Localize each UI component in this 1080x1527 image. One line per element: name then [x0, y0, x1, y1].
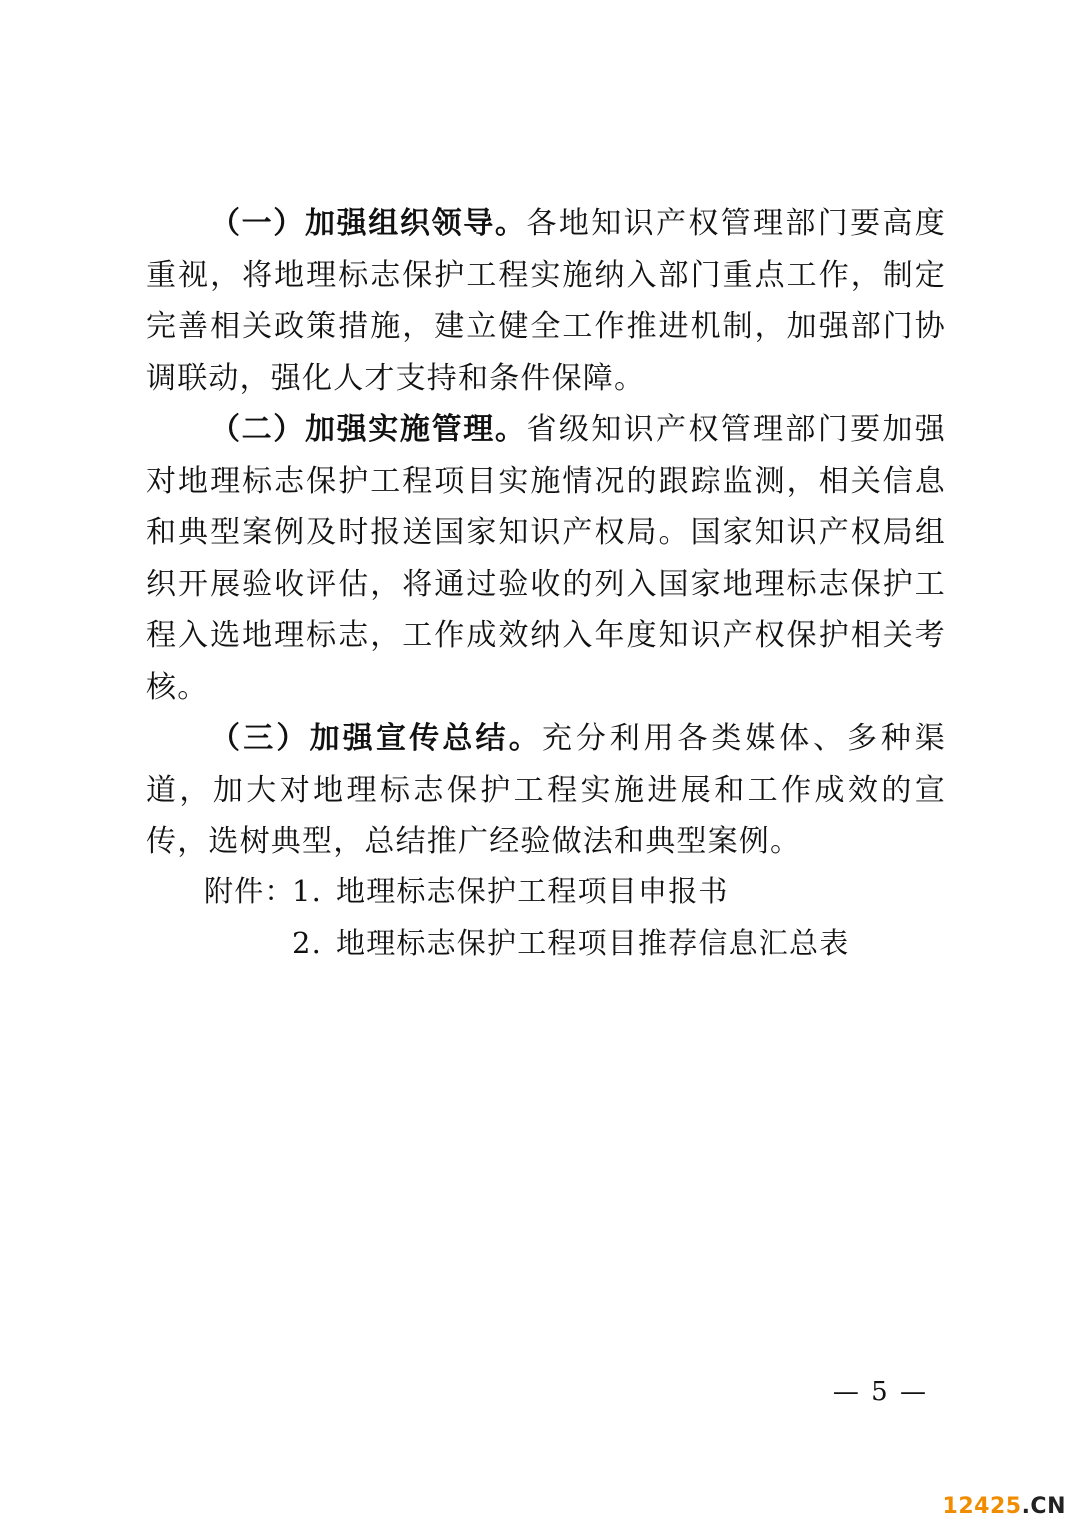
section-heading: （三）加强宣传总结。 [210, 721, 542, 756]
attachment-item [204, 865, 849, 917]
attachment-number: 2. [292, 926, 323, 960]
section-text: 各地知识产权管理部门要高度重视，将地理标志保护工程实施纳入部门重点工作，制定完善相关政策措施，建立健全工作推进机制，加强部门协调联动，强化人才支持和条件保障。 [146, 206, 946, 396]
site-watermark [943, 1494, 1066, 1519]
attachment-title: 地理标志保护工程项目申报书 [336, 874, 729, 908]
section-organization [146, 198, 946, 404]
section-heading: （二）加强实施管理。 [210, 412, 527, 447]
page-number: — 5 — [832, 1377, 928, 1407]
document-body [146, 198, 946, 868]
watermark-domain: .CN [1021, 1494, 1066, 1519]
section-implementation [146, 404, 946, 713]
section-publicity [146, 713, 946, 868]
section-heading: （一）加强组织领导。 [210, 206, 527, 241]
watermark-number: 12425 [942, 1494, 1022, 1519]
attachment-title: 地理标志保护工程项目推荐信息汇总表 [336, 926, 850, 960]
attachments-label: 附件： [204, 874, 295, 908]
attachments-list [204, 865, 849, 969]
attachment-number: 1. [292, 874, 323, 908]
section-text: 省级知识产权管理部门要加强对地理标志保护工程项目实施情况的跟踪监测，相关信息和典型案例及时报送国家知识产权局。国家知识产权局组织开展验收评估，将通过验收的列入国家地理标志保护工程入选地理标志，工作成效纳入年度知识产权保护相关考核。 [146, 412, 946, 705]
section-text: 充分利用各类媒体、多种渠道，加大对地理标志保护工程实施进展和工作成效的宣传，选树典型，总结推广经验做法和典型案例。 [146, 721, 946, 859]
attachment-item [204, 917, 849, 969]
